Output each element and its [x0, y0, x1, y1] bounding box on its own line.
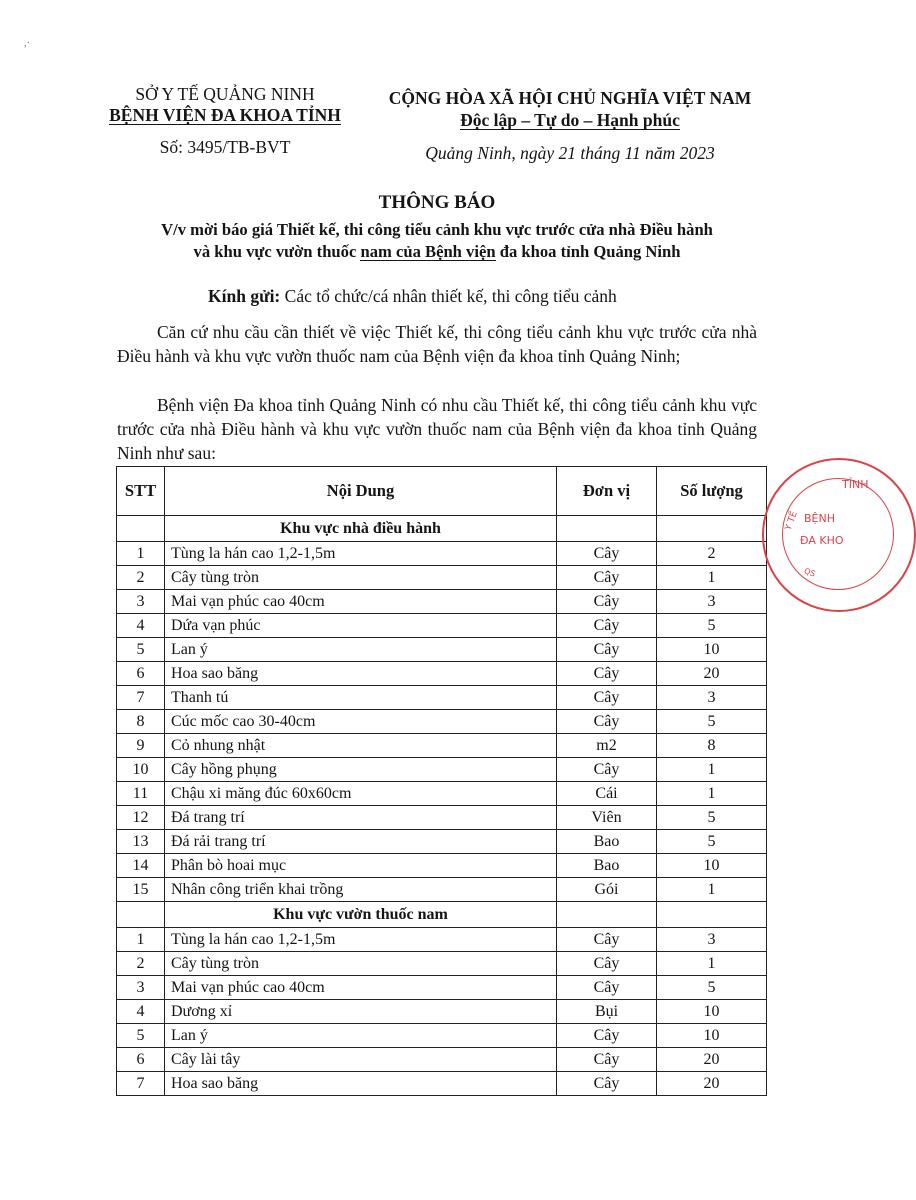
row-qty: 3: [657, 590, 767, 614]
row-stt: 14: [117, 854, 165, 878]
header-qty: Số lượng: [657, 467, 767, 516]
section-empty-cell: [117, 902, 165, 928]
stamp-arc-left: Y TẾ: [783, 510, 800, 532]
row-qty: 8: [657, 734, 767, 758]
row-qty: 10: [657, 1024, 767, 1048]
national-motto-text: Độc lập – Tự do – Hạnh phúc: [460, 110, 680, 130]
row-unit: Cây: [557, 928, 657, 952]
table-row: [117, 686, 767, 710]
table-row: [117, 542, 767, 566]
row-content: Cây tùng tròn: [165, 566, 557, 590]
row-unit: m2: [557, 734, 657, 758]
row-qty: 5: [657, 976, 767, 1000]
row-stt: 10: [117, 758, 165, 782]
table-row: [117, 734, 767, 758]
row-unit: Bao: [557, 830, 657, 854]
table-section-row: [117, 516, 767, 542]
table-row: [117, 614, 767, 638]
row-unit: Viên: [557, 806, 657, 830]
row-qty: 1: [657, 782, 767, 806]
section-title: Khu vực nhà điều hành: [165, 516, 557, 542]
row-unit: Cây: [557, 566, 657, 590]
row-stt: 6: [117, 662, 165, 686]
table-header-row: [117, 467, 767, 516]
header-content: Nội Dung: [165, 467, 557, 516]
row-stt: 7: [117, 686, 165, 710]
row-stt: 11: [117, 782, 165, 806]
table-row: [117, 952, 767, 976]
row-content: Hoa sao băng: [165, 662, 557, 686]
notice-subject-line1: V/v mời báo giá Thiết kế, thi công tiểu cảnh khu vực trước cửa nhà Điều hành: [161, 220, 713, 239]
stamp-arc-top: TỈNH: [842, 478, 869, 491]
row-stt: 7: [117, 1072, 165, 1096]
row-content: Dương xỉ: [165, 1000, 557, 1024]
row-unit: Cây: [557, 710, 657, 734]
row-content: Nhân công triển khai trồng: [165, 878, 557, 902]
row-unit: Cây: [557, 1072, 657, 1096]
row-stt: 6: [117, 1048, 165, 1072]
table-row: [117, 566, 767, 590]
table-row: [117, 662, 767, 686]
stamp-arc-bottom: QS: [802, 566, 817, 579]
row-qty: 3: [657, 686, 767, 710]
row-qty: 10: [657, 1000, 767, 1024]
row-qty: 1: [657, 952, 767, 976]
row-stt: 8: [117, 710, 165, 734]
table-row: [117, 638, 767, 662]
table-row: [117, 590, 767, 614]
row-stt: 4: [117, 1000, 165, 1024]
row-content: Lan ý: [165, 1024, 557, 1048]
table-row: [117, 854, 767, 878]
row-stt: 4: [117, 614, 165, 638]
row-qty: 5: [657, 614, 767, 638]
row-stt: 2: [117, 952, 165, 976]
row-content: Mai vạn phúc cao 40cm: [165, 976, 557, 1000]
row-qty: 1: [657, 878, 767, 902]
section-empty-cell: [557, 902, 657, 928]
department-name: SỞ Y TẾ QUẢNG NINH: [135, 84, 315, 104]
row-content: Chậu xi măng đúc 60x60cm: [165, 782, 557, 806]
row-qty: 1: [657, 566, 767, 590]
subject-part-3: đa khoa tỉnh Quảng Ninh: [495, 242, 681, 261]
table-row: [117, 1072, 767, 1096]
row-unit: Cây: [557, 614, 657, 638]
row-unit: Cây: [557, 1048, 657, 1072]
row-stt: 12: [117, 806, 165, 830]
row-content: Phân bò hoai mục: [165, 854, 557, 878]
notice-subject-line2: [90, 242, 784, 262]
row-content: Đá trang trí: [165, 806, 557, 830]
body-paragraph-1: Căn cứ nhu cầu cần thiết về việc Thiết kế, thi công tiểu cảnh khu vực trước cửa nhà Điều hành và khu vực vườn thuốc nam của Bệnh viện đa khoa tỉnh Quảng Ninh;: [117, 322, 757, 366]
place-and-date: Quảng Ninh, ngày 21 tháng 11 năm 2023: [425, 143, 715, 163]
header-unit: Đơn vị: [557, 467, 657, 516]
row-content: Lan ý: [165, 638, 557, 662]
section-title: Khu vực vườn thuốc nam: [165, 902, 557, 928]
stamp-line2: ĐA KHO: [800, 534, 844, 547]
row-unit: Gói: [557, 878, 657, 902]
items-table: [116, 466, 767, 1096]
scan-mark: ,·: [24, 38, 30, 49]
row-unit: Cây: [557, 638, 657, 662]
row-content: Cỏ nhung nhật: [165, 734, 557, 758]
greeting-recipients: Các tổ chức/cá nhân thiết kế, thi công tiểu cảnh: [280, 286, 617, 306]
table-row: [117, 1048, 767, 1072]
row-content: Tùng la hán cao 1,2-1,5m: [165, 542, 557, 566]
section-empty-cell: [557, 516, 657, 542]
row-qty: 5: [657, 710, 767, 734]
row-qty: 2: [657, 542, 767, 566]
row-unit: Cây: [557, 1024, 657, 1048]
row-content: Cúc mốc cao 30-40cm: [165, 710, 557, 734]
row-stt: 1: [117, 928, 165, 952]
row-unit: Cây: [557, 542, 657, 566]
row-stt: 3: [117, 976, 165, 1000]
subject-part-1: và khu vực vườn thuốc: [193, 242, 361, 261]
greeting: [208, 286, 617, 307]
row-qty: 20: [657, 1072, 767, 1096]
greeting-label: Kính gửi:: [208, 286, 281, 306]
row-stt: 5: [117, 638, 165, 662]
row-content: Cây lài tây: [165, 1048, 557, 1072]
table-row: [117, 806, 767, 830]
table-row: [117, 976, 767, 1000]
row-unit: Cây: [557, 758, 657, 782]
row-qty: 10: [657, 854, 767, 878]
row-content: Hoa sao băng: [165, 1072, 557, 1096]
section-empty-cell: [657, 902, 767, 928]
row-unit: Cây: [557, 976, 657, 1000]
row-stt: 9: [117, 734, 165, 758]
table-row: [117, 830, 767, 854]
stamp-line1: BỆNH: [804, 512, 835, 525]
row-unit: Cây: [557, 686, 657, 710]
table-row: [117, 1000, 767, 1024]
row-qty: 10: [657, 638, 767, 662]
header-stt: STT: [117, 467, 165, 516]
row-stt: 3: [117, 590, 165, 614]
row-qty: 20: [657, 1048, 767, 1072]
row-unit: Cái: [557, 782, 657, 806]
official-stamp: [762, 458, 916, 612]
notice-title: THÔNG BÁO: [378, 192, 496, 213]
row-content: Dứa vạn phúc: [165, 614, 557, 638]
body-paragraph-2: Bệnh viện Đa khoa tỉnh Quảng Ninh có nhu cầu Thiết kế, thi công tiểu cảnh khu vực trước cửa nhà Điều hành và khu vực vườn thuốc nam của Bệnh viện đa khoa tỉnh Quảng Ninh như sau:: [117, 395, 757, 463]
table-row: [117, 1024, 767, 1048]
table-body: [117, 516, 767, 1096]
republic-name: CỘNG HÒA XÃ HỘI CHỦ NGHĨA VIỆT NAM: [388, 88, 752, 108]
row-content: Cây hồng phụng: [165, 758, 557, 782]
row-unit: Cây: [557, 662, 657, 686]
row-stt: 15: [117, 878, 165, 902]
row-unit: Cây: [557, 952, 657, 976]
section-empty-cell: [657, 516, 767, 542]
national-motto: [360, 110, 780, 131]
table-row: [117, 710, 767, 734]
section-empty-cell: [117, 516, 165, 542]
row-qty: 5: [657, 830, 767, 854]
row-unit: Bao: [557, 854, 657, 878]
table-row: [117, 878, 767, 902]
row-content: Cây tùng tròn: [165, 952, 557, 976]
table-section-row: [117, 902, 767, 928]
row-content: Thanh tú: [165, 686, 557, 710]
row-qty: 5: [657, 806, 767, 830]
row-stt: 1: [117, 542, 165, 566]
row-stt: 5: [117, 1024, 165, 1048]
table-row: [117, 928, 767, 952]
row-qty: 20: [657, 662, 767, 686]
row-qty: 1: [657, 758, 767, 782]
row-stt: 2: [117, 566, 165, 590]
table-row: [117, 782, 767, 806]
row-content: Đá rải trang trí: [165, 830, 557, 854]
hospital-name-text: BỆNH VIỆN ĐA KHOA TỈNH: [109, 105, 341, 125]
row-unit: Bụi: [557, 1000, 657, 1024]
row-unit: Cây: [557, 590, 657, 614]
row-content: Tùng la hán cao 1,2-1,5m: [165, 928, 557, 952]
subject-part-2: nam của Bệnh viện: [360, 242, 496, 261]
row-content: Mai vạn phúc cao 40cm: [165, 590, 557, 614]
table-row: [117, 758, 767, 782]
row-qty: 3: [657, 928, 767, 952]
document-number: Số: 3495/TB-BVT: [159, 137, 291, 157]
row-stt: 13: [117, 830, 165, 854]
hospital-name: [70, 105, 380, 126]
